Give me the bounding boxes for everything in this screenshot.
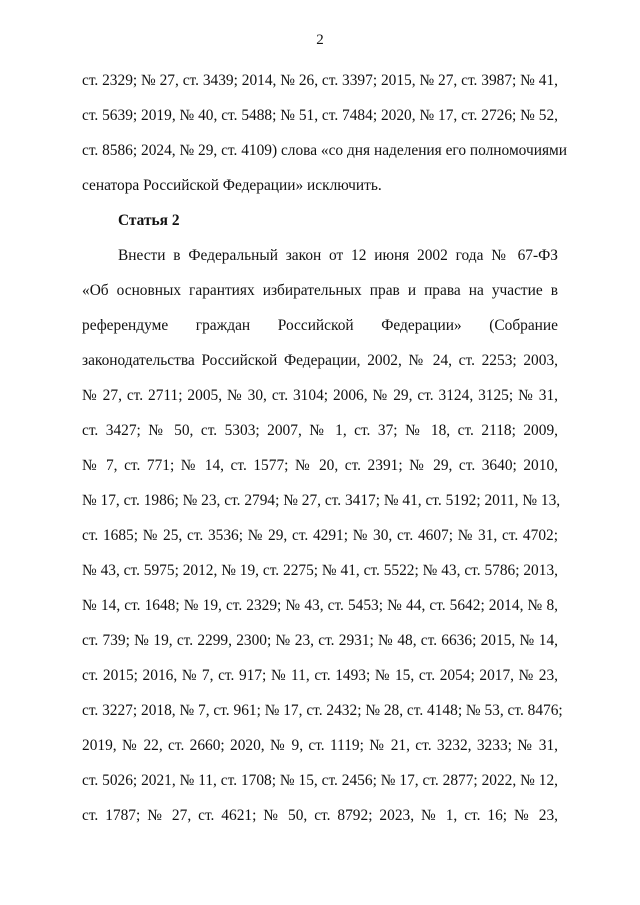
text-line: ст. 2015; 2016, № 7, ст. 917; № 11, ст. 1493; № 15, ст. 2054; 2017, № 23, bbox=[82, 667, 558, 684]
article-heading: Статья 2 bbox=[118, 212, 180, 229]
text-line: ст. 5639; 2019, № 40, ст. 5488; № 51, ст. 7484; 2020, № 17, ст. 2726; № 52, bbox=[82, 107, 558, 124]
text-line: ст. 1787; № 27, ст. 4621; № 50, ст. 8792; 2023, № 1, ст. 16; № 23, bbox=[82, 807, 558, 824]
text-line: «Об основных гарантиях избирательных прав и права на участие в bbox=[82, 282, 558, 299]
text-line: ст. 5026; 2021, № 11, ст. 1708; № 15, ст. 2456; № 17, ст. 2877; 2022, № 12, bbox=[82, 772, 558, 789]
page-number: 2 bbox=[316, 32, 324, 48]
text-line: законодательства Российской Федерации, 2002, № 24, ст. 2253; 2003, bbox=[82, 352, 558, 369]
text-line: № 27, ст. 2711; 2005, № 30, ст. 3104; 2006, № 29, ст. 3124, 3125; № 31, bbox=[82, 387, 558, 404]
text-line: № 7, ст. 771; № 14, ст. 1577; № 20, ст. 2391; № 29, ст. 3640; 2010, bbox=[82, 457, 558, 474]
text-line: 2019, № 22, ст. 2660; 2020, № 9, ст. 1119; № 21, ст. 3232, 3233; № 31, bbox=[82, 737, 558, 754]
text-line: референдуме граждан Российской Федерации» (Собрание bbox=[82, 317, 558, 334]
text-line: Внести в Федеральный закон от 12 июня 2002 года № 67-ФЗ bbox=[118, 247, 558, 264]
text-line: ст. 3227; 2018, № 7, ст. 961; № 17, ст. 2432; № 28, ст. 4148; № 53, ст. 8476; bbox=[82, 702, 563, 719]
text-line: ст. 8586; 2024, № 29, ст. 4109) слова «со дня наделения его полномочиями bbox=[82, 142, 568, 159]
text-line: сенатора Российской Федерации» исключить. bbox=[82, 177, 382, 194]
text-line: № 17, ст. 1986; № 23, ст. 2794; № 27, ст. 3417; № 41, ст. 5192; 2011, № 13, bbox=[82, 492, 561, 509]
text-line: ст. 1685; № 25, ст. 3536; № 29, ст. 4291; № 30, ст. 4607; № 31, ст. 4702; bbox=[82, 527, 558, 544]
text-line: ст. 2329; № 27, ст. 3439; 2014, № 26, ст. 3397; 2015, № 27, ст. 3987; № 41, bbox=[82, 72, 558, 89]
text-line: ст. 3427; № 50, ст. 5303; 2007, № 1, ст. 37; № 18, ст. 2118; 2009, bbox=[82, 422, 558, 439]
text-line: № 14, ст. 1648; № 19, ст. 2329; № 43, ст. 5453; № 44, ст. 5642; 2014, № 8, bbox=[82, 597, 558, 614]
text-line: № 43, ст. 5975; 2012, № 19, ст. 2275; № 41, ст. 5522; № 43, ст. 5786; 2013, bbox=[82, 562, 558, 579]
text-line: ст. 739; № 19, ст. 2299, 2300; № 23, ст. 2931; № 48, ст. 6636; 2015, № 14, bbox=[82, 632, 558, 649]
